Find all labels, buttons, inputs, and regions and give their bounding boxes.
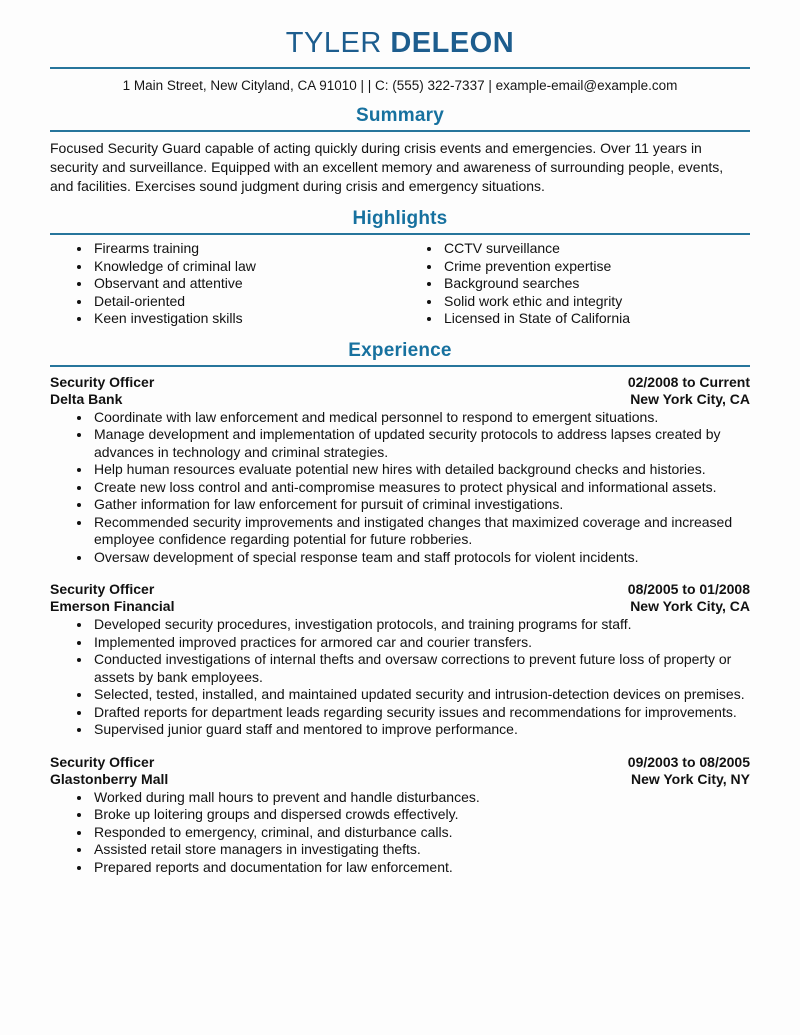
job-bullet-list: [50, 789, 750, 877]
experience-section: [50, 340, 750, 877]
job-bullet: • Selected, tested, installed, and maintained updated security and intrusion-detection devices on premises.: [92, 686, 750, 704]
highlight-item: • Observant and attentive: [92, 275, 400, 293]
job-location: New York City, CA: [630, 598, 750, 614]
job-bullet: • Manage development and implementation of updated security protocols to address lapses created by advances in technology and criminal strategies.: [92, 426, 750, 461]
highlights-columns: [50, 240, 750, 328]
job-dates: 08/2005 to 01/2008: [627, 581, 750, 597]
job-bullet: • Developed security procedures, investigation protocols, and training programs for staff.: [92, 616, 750, 634]
candidate-last-name: DELEON: [390, 27, 515, 59]
job-dates: 09/2003 to 08/2005: [627, 753, 750, 770]
highlight-item: • Detail-oriented: [92, 293, 400, 311]
job-bullet: • Coordinate with law enforcement and medical personnel to respond to emergent situations.: [92, 409, 750, 427]
job-title: Security Officer: [50, 581, 155, 597]
job-bullet: • Supervised junior guard staff and mentored to improve performance.: [92, 721, 750, 739]
job-entry-emerson-financial: [50, 581, 750, 739]
job-bullet: • Worked during mall hours to prevent and handle disturbances.: [92, 789, 750, 807]
job-bullet: • Assisted retail store managers in investigating thefts.: [92, 841, 750, 859]
job-dates: 02/2008 to Current: [627, 373, 750, 390]
job-location: New York City, NY: [630, 770, 750, 787]
candidate-name: [50, 26, 750, 60]
job-bullet: • Help human resources evaluate potential new hires with detailed background checks and histories.: [92, 461, 750, 479]
job-bullet: • Conducted investigations of internal thefts and oversaw corrections to prevent future loss of property or assets by bank employees.: [92, 651, 750, 686]
job-entry-glastonberry-mall: [50, 754, 750, 877]
highlight-item: • CCTV surveillance: [442, 240, 750, 258]
summary-divider: [50, 130, 750, 132]
summary-text: Focused Security Guard capable of acting quickly during crisis events and emergencies. Over 11 years in security and surveillance. Equipped with an excellent memory and awareness of surrounding people, events, and facilities. Exercises sound judgment during crisis and emergency situations.: [50, 140, 724, 194]
highlights-column-right: [400, 240, 750, 328]
highlight-item: • Knowledge of criminal law: [92, 258, 400, 276]
highlights-list-left: [50, 240, 400, 328]
job-bullet: • Gather information for law enforcement for pursuit of criminal investigations.: [92, 496, 750, 514]
job-bullet: • Oversaw development of special response team and staff protocols for violent incidents.: [92, 549, 750, 567]
job-title-row: [50, 581, 750, 598]
highlight-item: • Firearms training: [92, 240, 400, 258]
highlights-list-right: [400, 240, 750, 328]
job-bullet-list: [50, 616, 750, 739]
job-bullet: • Implemented improved practices for armored car and courier transfers.: [92, 634, 750, 652]
highlight-item: • Licensed in State of California: [442, 310, 750, 328]
job-bullet: • Recommended security improvements and instigated changes that maximized coverage and increased employee confidence regarding potential for future robberies.: [92, 514, 750, 549]
highlight-item: • Solid work ethic and integrity: [442, 293, 750, 311]
section-title-highlights: Highlights: [352, 208, 448, 229]
job-bullet: • Responded to emergency, criminal, and disturbance calls.: [92, 824, 750, 842]
highlights-column-left: [50, 240, 400, 328]
job-title: Security Officer: [50, 753, 155, 770]
job-bullet-list: [50, 409, 750, 567]
job-company-row: [50, 771, 750, 788]
section-title-summary: Summary: [356, 105, 444, 126]
job-bullet: • Drafted reports for department leads regarding security issues and recommendations for improvements.: [92, 704, 750, 722]
highlights-section: [50, 208, 750, 328]
candidate-first-name: TYLER: [285, 27, 382, 59]
job-bullet: • Create new loss control and anti-compromise measures to protect physical and informational assets.: [92, 479, 750, 497]
job-company: Glastonberry Mall: [50, 770, 169, 787]
job-bullet: • Broke up loitering groups and dispersed crowds effectively.: [92, 806, 750, 824]
contact-line: 1 Main Street, New Cityland, CA 91010 | | C: (555) 322-7337 | example-email@example.com: [122, 78, 678, 93]
job-company-row: [50, 391, 750, 408]
job-entry-delta-bank: [50, 374, 750, 567]
highlight-item: • Keen investigation skills: [92, 310, 400, 328]
summary-section: [50, 105, 750, 196]
experience-divider: [50, 365, 750, 367]
job-title-row: [50, 374, 750, 391]
section-title-experience: Experience: [348, 339, 452, 361]
job-company: Delta Bank: [50, 390, 123, 407]
highlights-divider: [50, 233, 750, 235]
highlight-item: • Crime prevention expertise: [442, 258, 750, 276]
job-title-row: [50, 754, 750, 771]
highlight-item: • Background searches: [442, 275, 750, 293]
job-company-row: [50, 598, 750, 615]
job-location: New York City, CA: [630, 390, 750, 407]
job-bullet: • Prepared reports and documentation for law enforcement.: [92, 859, 750, 877]
header-divider: [50, 67, 750, 69]
job-title: Security Officer: [50, 373, 155, 390]
job-company: Emerson Financial: [50, 598, 175, 614]
